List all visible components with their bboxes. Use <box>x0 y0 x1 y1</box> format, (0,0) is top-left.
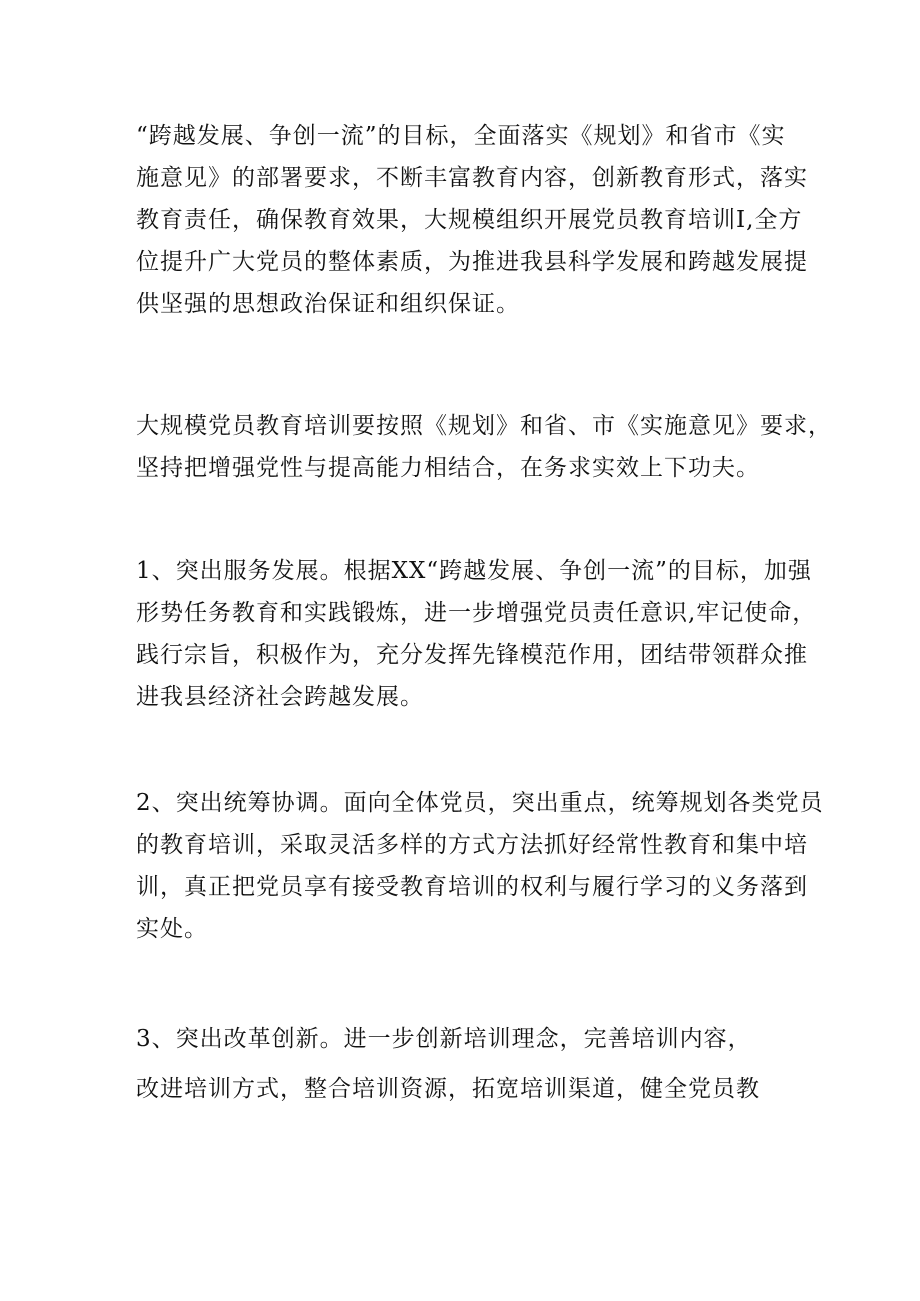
paragraph-item-1 <box>136 550 817 718</box>
text-line: 大规模党员教育培训要按照《规划》和省、市《实施意见》要求， <box>136 413 832 439</box>
paragraph-requirements <box>136 405 832 489</box>
paragraph-item-3 <box>136 1014 788 1114</box>
text-line: 形势任务教育和实践锻炼，进一步增强党员责任意识,牢记使命， <box>136 600 817 626</box>
text-line: 教育责任，确保教育效果，大规模组织开展党员教育培训I,全方 <box>136 207 803 233</box>
paragraph-item-2 <box>136 782 824 950</box>
text-line: 位提升广大党员的整体素质，为推进我县科学发展和跨越发展提 <box>136 249 808 275</box>
text-line: 2、突出统筹协调。面向全体党员，突出重点，统筹规划各类党员 <box>136 790 824 816</box>
text-line: 进我县经济社会跨越发展。 <box>136 684 424 710</box>
text-line: 供坚强的思想政治保证和组织保证。 <box>136 291 520 317</box>
text-line: 1、突出服务发展。根据XX“跨越发展、争创一流”的目标，加强 <box>136 558 812 584</box>
text-line: 的教育培训，采取灵活多样的方式方法抓好经常性教育和集中培 <box>136 832 808 858</box>
text-line: 3、突出改革创新。进一步创新培训理念，完善培训内容， <box>136 1026 752 1052</box>
text-line: 坚持把增强党性与提高能力相结合，在务求实效上下功夫。 <box>136 455 760 481</box>
text-line: “跨越发展、争创一流”的目标，全面落实《规划》和省市《实 <box>136 123 786 149</box>
text-line: 实处。 <box>136 916 208 942</box>
text-line: 践行宗旨，积极作为，充分发挥先锋模范作用，团结带领群众推 <box>136 642 808 668</box>
paragraph-intro <box>136 115 808 325</box>
text-line: 施意见》的部署要求，不断丰富教育内容，创新教育形式，落实 <box>136 165 808 191</box>
text-line: 改进培训方式，整合培训资源，拓宽培训渠道，健全党员教 <box>136 1076 760 1102</box>
text-line: 训，真正把党员享有接受教育培训的权利与履行学习的义务落到 <box>136 874 808 900</box>
